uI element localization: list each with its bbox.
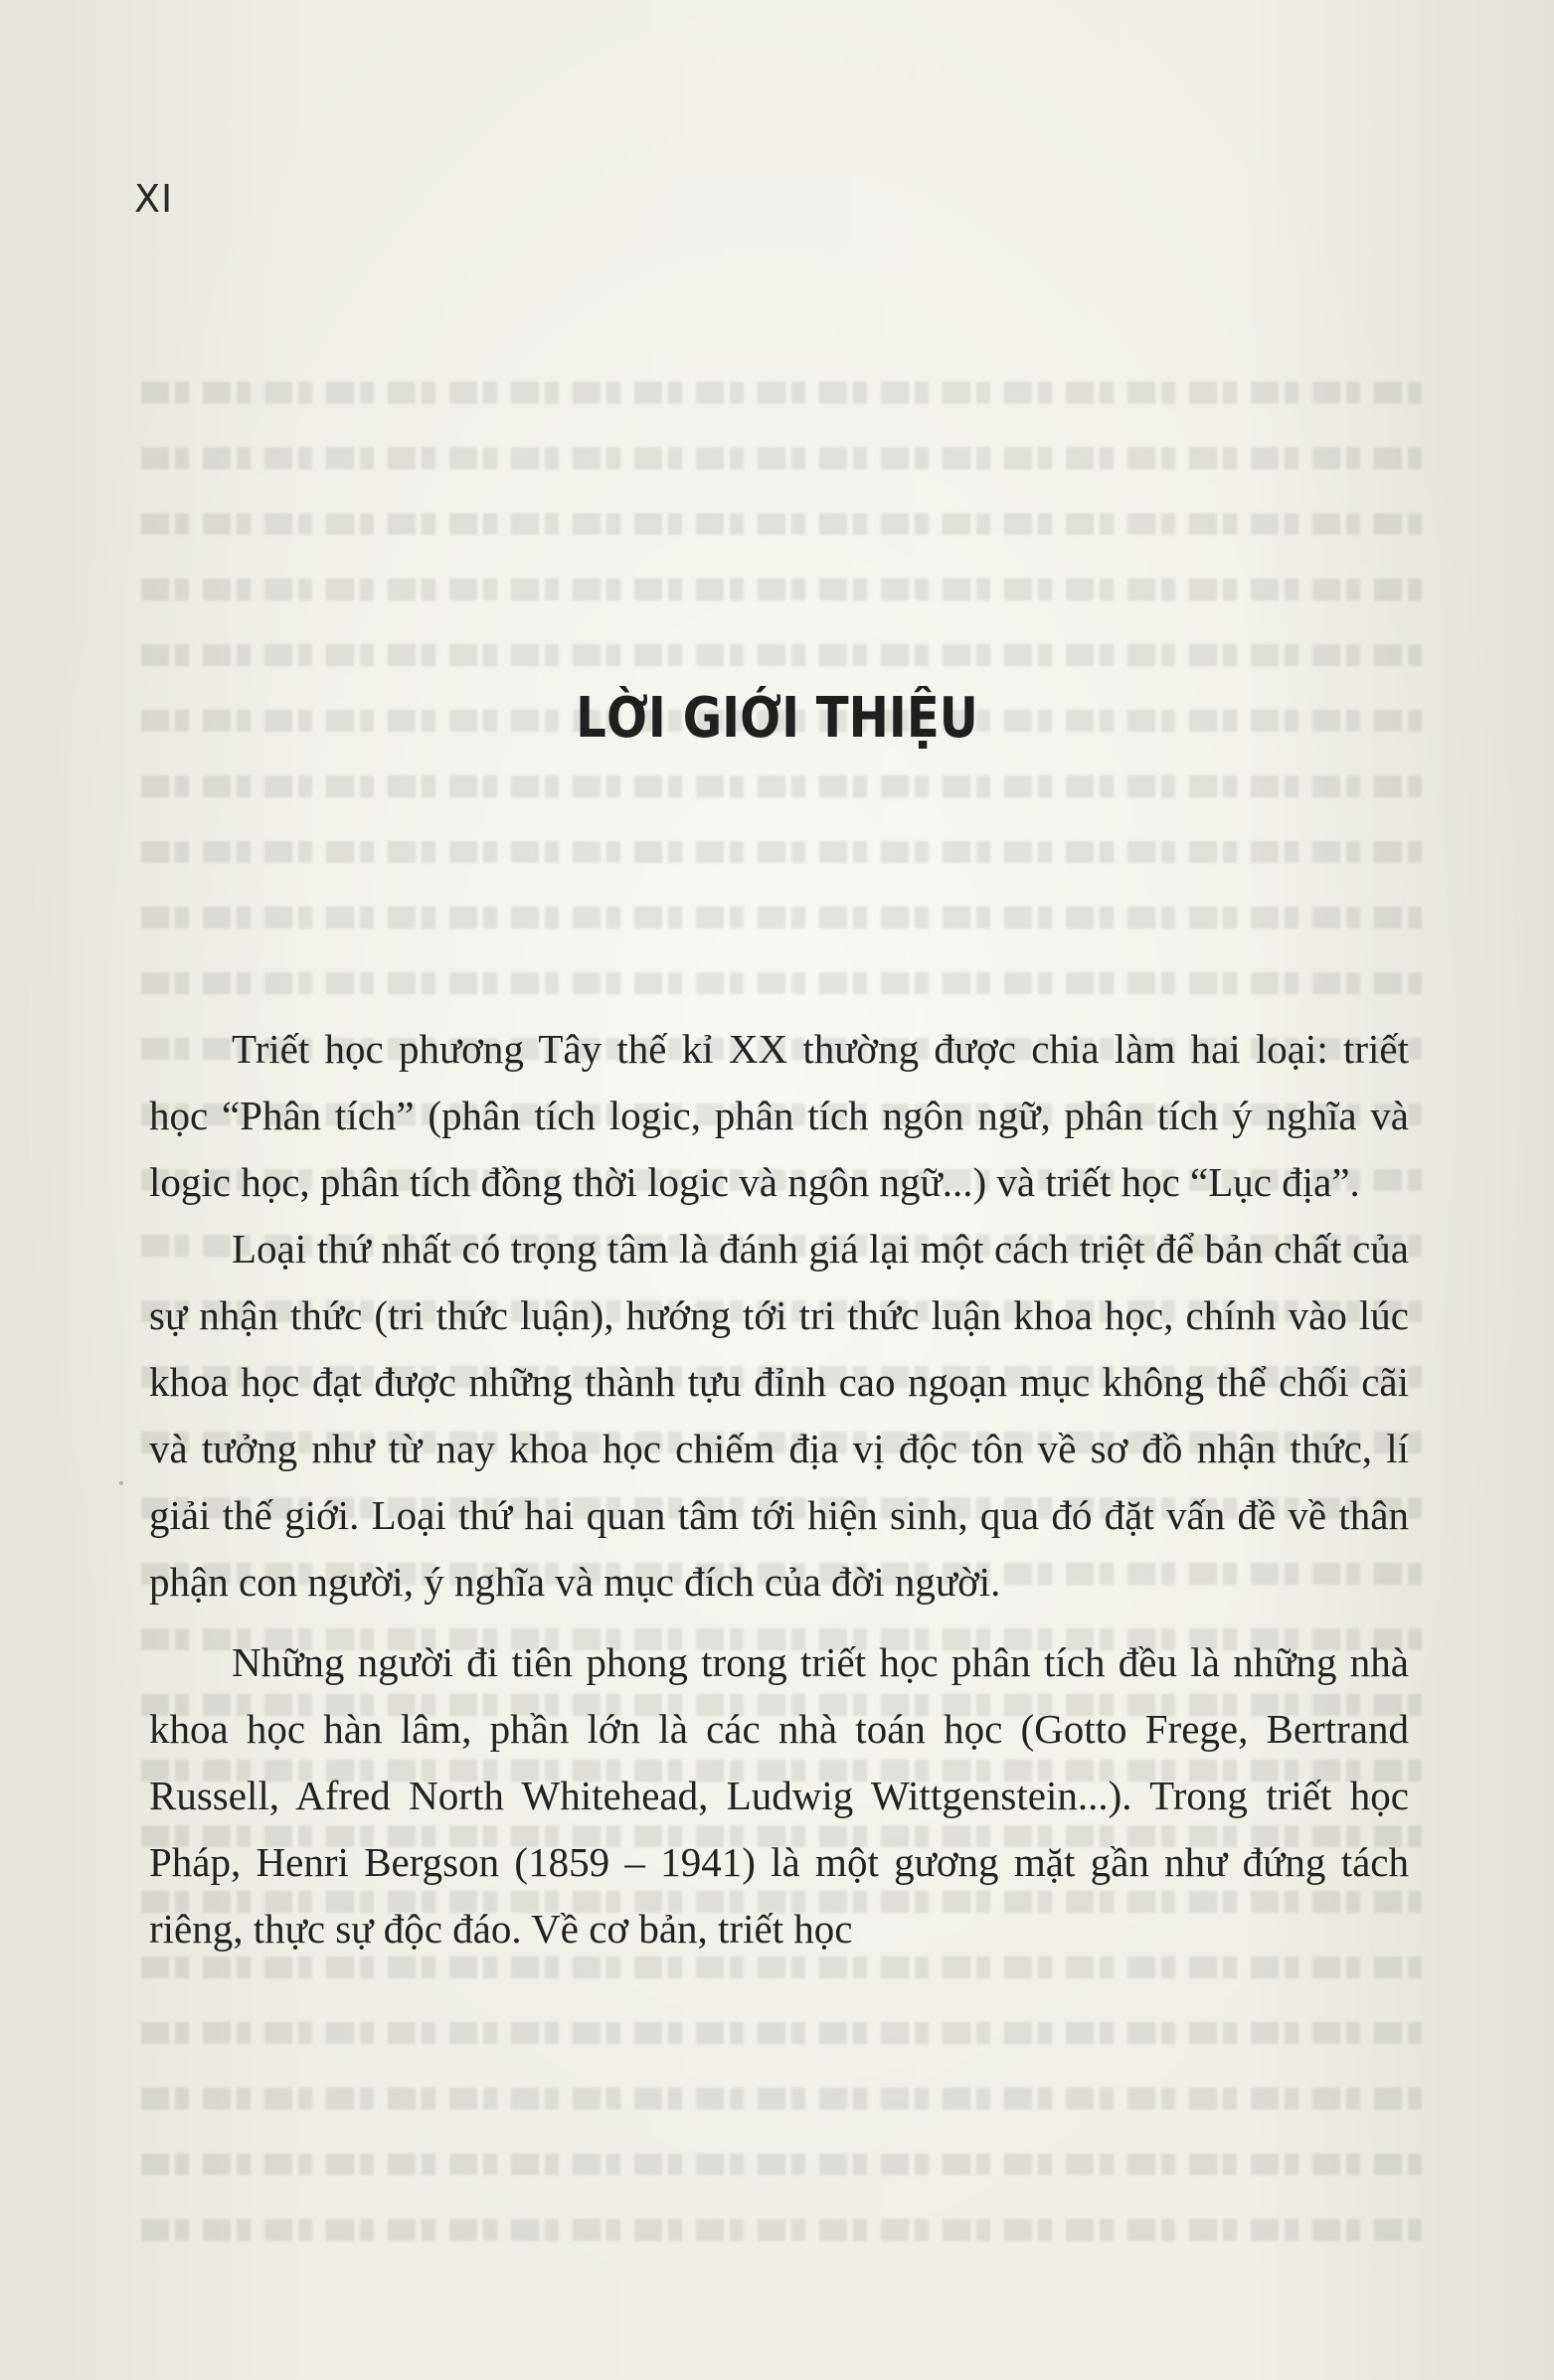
paragraph: Triết học phương Tây thế kỉ XX thường được chia làm hai loại: triết học “Phân tích” (phân tích logic, phân tích ngôn ngữ, phân tích ý nghĩa và logic học, phân tích đồng thời logic và ngôn ngữ...) và triết học “Lục địa”. — [149, 1026, 1409, 1205]
paper-speck — [119, 1481, 123, 1485]
page-number: XI — [134, 177, 174, 221]
chapter-title: LỜI GIỚI THIỆU — [576, 686, 978, 751]
paragraph: Loại thứ nhất có trọng tâm là đánh giá lại một cách triệt để bản chất của sự nhận thức (tri thức luận), hướng tới tri thức luận khoa học, chính vào lúc khoa học đạt được những thành tựu đỉnh cao ngoạn mục không thể chối cãi và tưởng như từ nay khoa học chiếm địa vị độc tôn về sơ đồ nhận thức, lí giải thế giới. Loại thứ hai quan tâm tới hiện sinh, qua đó đặt vấn đề về thân phận con người, ý nghĩa và mục đích của đời người. — [149, 1226, 1409, 1605]
paragraph: Những người đi tiên phong trong triết học phân tích đều là những nhà khoa học hàn lâm, phần lớn là các nhà toán học (Gotto Frege, Bertrand Russell, Afred North Whitehead, Ludwig Wittgenstein...). Trong triết học Pháp, Henri Bergson (1859 – 1941) là một gương mặt gần như đứng tách riêng, thực sự độc đáo. Về cơ bản, triết học — [149, 1639, 1409, 1952]
body-text — [149, 1016, 1409, 1962]
